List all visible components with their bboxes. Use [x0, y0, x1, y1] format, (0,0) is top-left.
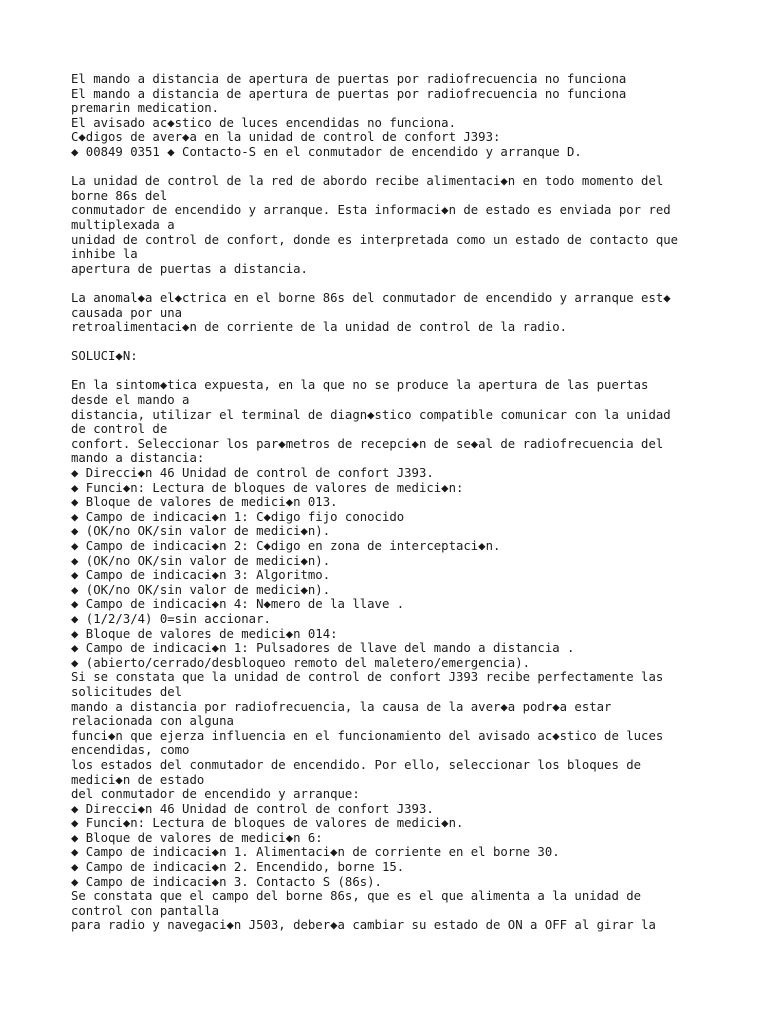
text-line: inhibe la [71, 247, 138, 262]
text-line: distancia, utilizar el terminal de diagn◆stico compatible comunicar con la unidad [71, 407, 671, 422]
text-line: unidad de control de confort, donde es interpretada como un estado de contacto que [71, 232, 679, 247]
text-line: El mando a distancia de apertura de puertas por radiofrecuencia no funciona [71, 72, 627, 86]
text-line: ◆ Campo de indicaci◆n 4: N◆mero de la llave . [71, 597, 405, 612]
text-line: los estados del conmutador de encendido. Por ello, seleccionar los bloques de [71, 757, 642, 772]
text-line: conmutador de encendido y arranque. Esta informaci◆n de estado es enviada por red [71, 203, 671, 218]
text-line: funci◆n que ejerza influencia en el funcionamiento del avisado ac◆stico de luces [71, 728, 664, 743]
text-line: encendidas, como [71, 743, 190, 758]
blank-line [71, 276, 711, 291]
text-line: ◆ (1/2/3/4) 0=sin accionar. [71, 611, 271, 626]
text-line: ◆ 00849 0351 ◆ Contacto-S en el conmutador de encendido y arranque D. [71, 144, 582, 159]
text-line: medici◆n de estado [71, 772, 205, 787]
text-line: apertura de puertas a distancia. [71, 261, 308, 276]
text-line: ◆ Bloque de valores de medici◆n 013. [71, 495, 338, 510]
text-line: En la sintom◆tica expuesta, en la que no se produce la apertura de las puertas [71, 378, 649, 393]
blank-line [71, 160, 711, 175]
text-line: para radio y navegaci◆n J503, deber◆a cambiar su estado de ON a OFF al girar la [71, 918, 656, 933]
text-line: ◆ Campo de indicaci◆n 2. Encendido, borne 15. [71, 860, 405, 875]
text-line: causada por una [71, 305, 183, 320]
text-line: Se constata que el campo del borne 86s, que es el que alimenta a la unidad de [71, 889, 642, 904]
text-line: SOLUCI◆N: [71, 349, 138, 364]
text-line: multiplexada a [71, 217, 175, 232]
text-line: borne 86s del [71, 188, 168, 203]
text-line: ◆ Bloque de valores de medici◆n 014: [71, 626, 338, 641]
text-line: C◆digos de aver◆a en la unidad de control de confort J393: [71, 130, 501, 145]
text-line: mando a distancia: [71, 451, 205, 466]
text-line: del conmutador de encendido y arranque: [71, 787, 360, 802]
blank-line [71, 364, 711, 379]
text-line: La unidad de control de la red de abordo recibe alimentaci◆n en todo momento del [71, 174, 664, 189]
text-line: ◆ Campo de indicaci◆n 3. Contacto S (86s). [71, 874, 382, 889]
text-line: confort. Seleccionar los par◆metros de recepci◆n de se◆al de radiofrecuencia del [71, 436, 664, 451]
text-line: ◆ Direcci◆n 46 Unidad de control de confort J393. [71, 801, 434, 816]
text-line: ◆ Campo de indicaci◆n 1: Pulsadores de llave del mando a distancia . [71, 641, 575, 656]
text-line: ◆ Campo de indicaci◆n 3: Algoritmo. [71, 568, 331, 583]
text-line: ◆ (OK/no OK/sin valor de medici◆n). [71, 524, 331, 539]
text-line: solicitudes del [71, 684, 183, 699]
text-line: relacionada con alguna [71, 714, 234, 729]
text-line: ◆ Funci◆n: Lectura de bloques de valores de medici◆n. [71, 816, 464, 831]
text-line: ◆ Campo de indicaci◆n 2: C◆digo en zona de interceptaci◆n. [71, 539, 501, 553]
text-line: El mando a distancia de apertura de puertas por radiofrecuencia no funciona [71, 86, 627, 101]
text-line: ◆ Funci◆n: Lectura de bloques de valores de medici◆n: [71, 480, 464, 495]
text-line: La anomal◆a el◆ctrica en el borne 86s del conmutador de encendido y arranque est◆ [71, 290, 671, 305]
text-line: ◆ Campo de indicaci◆n 1: C◆digo fijo conocido [71, 509, 405, 524]
text-line: Si se constata que la unidad de control de confort J393 recibe perfectamente las [71, 670, 664, 685]
text-line: ◆ (OK/no OK/sin valor de medici◆n). [71, 553, 331, 568]
text-line: ◆ (OK/no OK/sin valor de medici◆n). [71, 582, 331, 597]
blank-line [71, 335, 711, 350]
text-line: El avisado ac◆stico de luces encendidas no funciona. [71, 115, 456, 130]
text-line: desde el mando a [71, 393, 190, 408]
text-line: premarin medication. [71, 101, 220, 116]
document-page [71, 72, 711, 933]
text-line: ◆ (abierto/cerrado/desbloqueo remoto del maletero/emergencia). [71, 655, 531, 670]
text-line: mando a distancia por radiofrecuencia, la causa de la aver◆a podr◆a estar [71, 699, 612, 714]
text-line: ◆ Bloque de valores de medici◆n 6: [71, 830, 323, 845]
text-line: de control de [71, 422, 168, 437]
text-line: control con pantalla [71, 903, 220, 918]
text-line: retroalimentaci◆n de corriente de la unidad de control de la radio. [71, 320, 568, 335]
text-line: ◆ Direcci◆n 46 Unidad de control de confort J393. [71, 466, 434, 481]
text-line: ◆ Campo de indicaci◆n 1. Alimentaci◆n de corriente en el borne 30. [71, 845, 560, 860]
